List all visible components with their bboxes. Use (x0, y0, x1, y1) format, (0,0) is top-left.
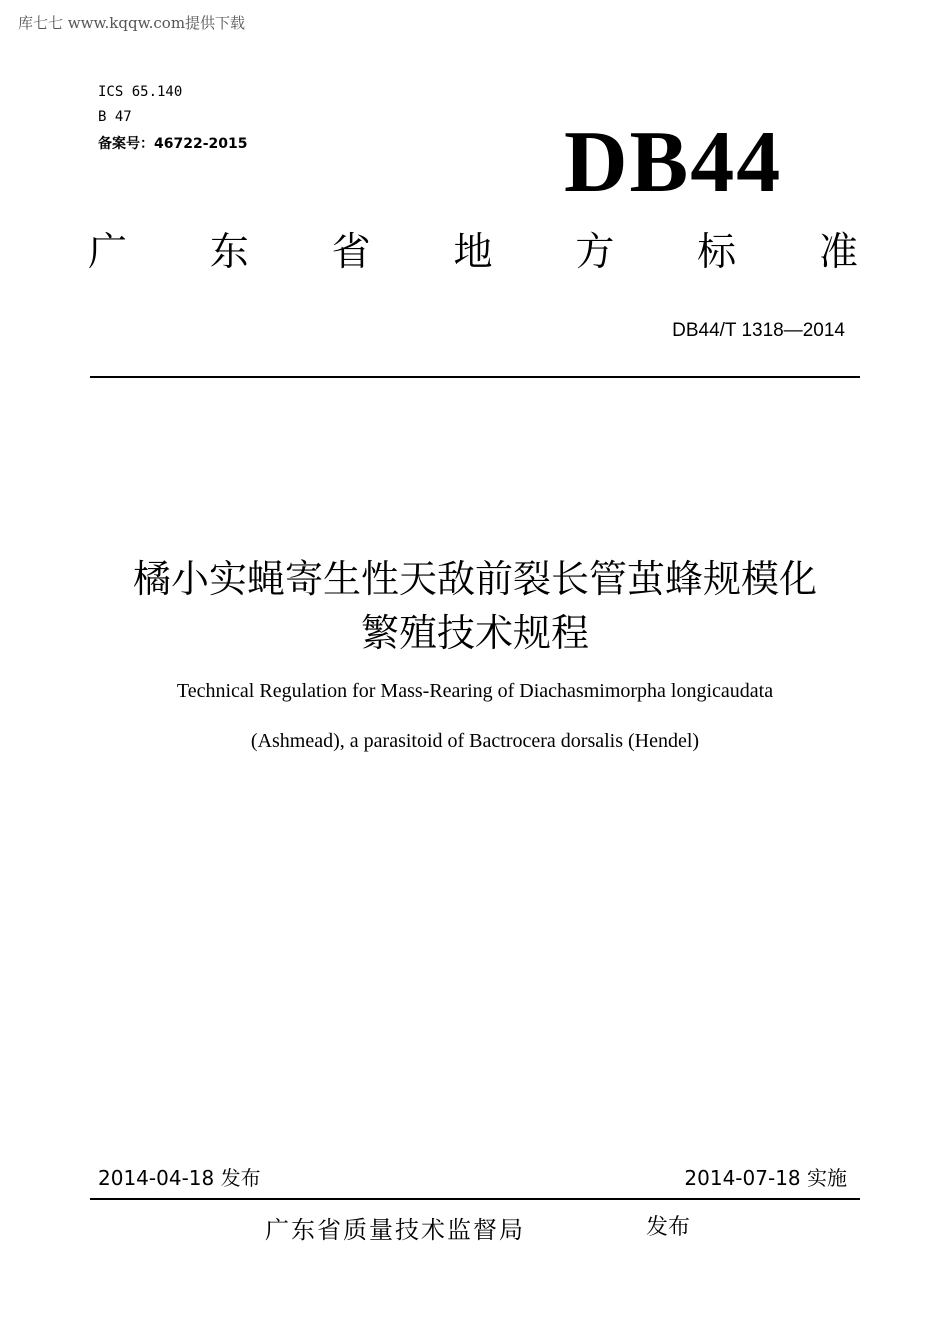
standard-type-char: 方 (575, 230, 615, 275)
title-en-line2: (Ashmead), a parasitoid of Bactrocera dorsalis (Hendel) (250, 730, 700, 752)
implement-date: 2014-07-18 实施 (684, 1166, 847, 1190)
db44-logo: DB44 (564, 114, 783, 211)
standard-type-char: 省 (331, 230, 371, 275)
footer-divider (90, 1198, 860, 1200)
standard-type-char: 准 (818, 230, 858, 275)
standard-type-heading (88, 228, 858, 278)
header-divider (90, 376, 860, 378)
standard-code: DB44/T 1318—2014 (672, 320, 845, 341)
watermark-text: 库七七 www.kqqw.com提供下载 (18, 14, 246, 32)
standard-type-char: 广 (88, 230, 128, 275)
standard-type-char: 东 (209, 230, 249, 275)
issue-date: 2014-04-18 发布 (98, 1166, 261, 1190)
publisher-name: 广东省质量技术监督局 (265, 1216, 525, 1244)
filing-number: 备案号：46722-2015 (98, 136, 248, 152)
ics-code: ICS 65.140 (98, 84, 183, 100)
title-en-line1: Technical Regulation for Mass-Rearing of Diachasmimorpha longicaudata (176, 680, 774, 702)
standard-type-char: 标 (697, 230, 737, 275)
title-zh-line2: 繁殖技术规程 (360, 611, 589, 655)
ccs-code: B 47 (98, 109, 132, 125)
title-zh-line1: 橘小实蝇寄生性天敌前裂长管茧蜂规模化 (132, 557, 817, 601)
publish-label: 发布 (646, 1215, 691, 1240)
standard-type-char: 地 (453, 230, 493, 275)
